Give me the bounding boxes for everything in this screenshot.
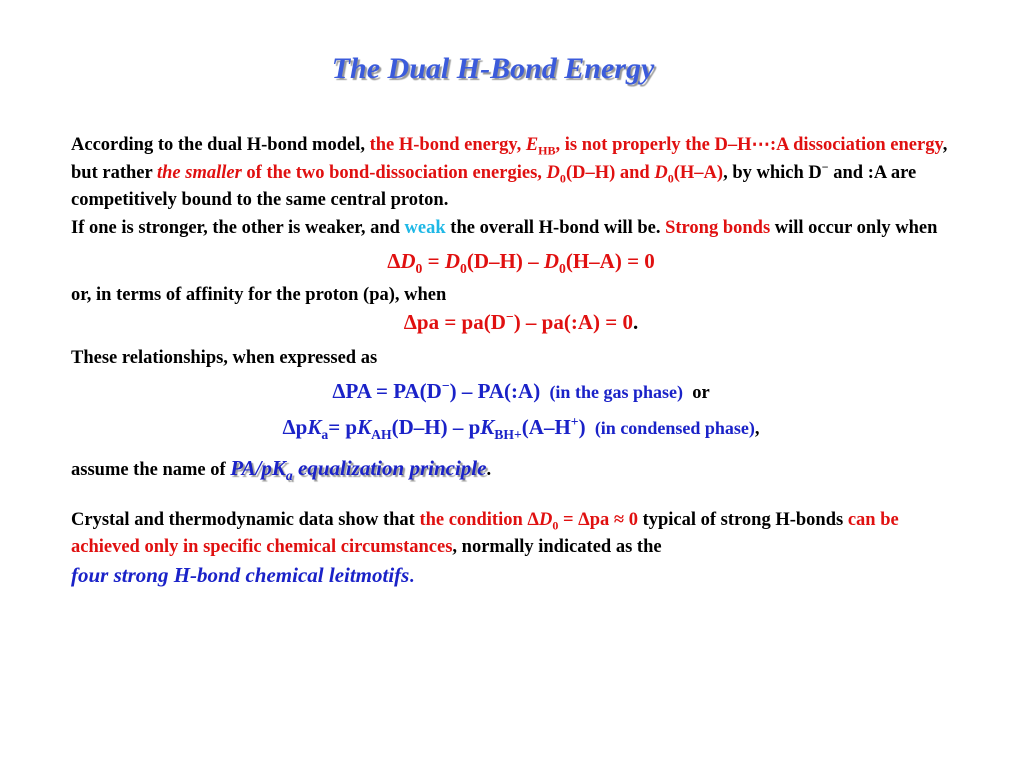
highlight-text	[332, 379, 540, 403]
text: typical of strong H-bonds	[637, 509, 848, 530]
highlight-text	[419, 509, 638, 533]
subscript: 0	[667, 171, 674, 186]
highlight-text: can be achieved only in specific chemical circumstances	[71, 509, 899, 557]
paragraph-dual-model	[71, 132, 971, 215]
subscript: HB	[538, 143, 556, 158]
text: and :A are competitively bound to the same central proton.	[71, 162, 917, 210]
superscript: −	[505, 309, 514, 324]
text: PA/pK	[230, 456, 286, 480]
equation-delta-pKa	[71, 414, 971, 444]
text: (D–H) and	[565, 162, 655, 183]
highlight-text: the smaller	[157, 162, 242, 183]
text: , is not properly the D–H⋯:A dissociation energy	[555, 135, 943, 155]
symbol: Δ	[387, 249, 401, 273]
text: ) – PA(:A)	[449, 379, 541, 403]
text: ,	[754, 418, 760, 439]
text: ) – pa(:A) = 0	[513, 310, 633, 334]
symbol: D	[654, 162, 668, 183]
text: = p	[328, 414, 358, 439]
leitmotifs-line	[71, 562, 971, 592]
text: equalization principle	[292, 456, 487, 480]
text: (D–H) – p	[391, 414, 481, 439]
symbol: K	[480, 414, 495, 439]
text: According to the dual H-bond model,	[71, 135, 370, 155]
principle-name	[230, 456, 487, 484]
subscript: 0	[552, 518, 559, 533]
highlight-text: weak	[404, 217, 446, 238]
paragraph-principle	[71, 455, 971, 485]
phase-note: (in condensed phase)	[594, 417, 755, 438]
equation-delta-d0	[71, 248, 971, 276]
text: the overall H-bond will be.	[445, 217, 666, 238]
text: If one is stronger, the other is weaker, and	[71, 217, 405, 238]
highlight-text: Strong bonds	[665, 217, 771, 238]
text: .	[632, 310, 639, 334]
text: , but rather	[71, 135, 948, 183]
subscript: AH	[371, 426, 392, 442]
text: assume the name of	[71, 460, 231, 480]
equation-delta-pa	[71, 309, 971, 337]
symbol: D	[400, 249, 416, 273]
highlight-text	[282, 413, 586, 442]
symbol: K	[357, 414, 372, 439]
text: will occur only when	[770, 217, 938, 238]
symbol: E	[525, 135, 539, 155]
text: = Δpa ≈ 0	[558, 509, 638, 530]
symbol: D	[543, 249, 560, 273]
text: .	[486, 460, 492, 480]
text: (H–A) = 0	[565, 249, 655, 273]
phase-note: (in the gas phase)	[549, 382, 683, 402]
subscript: 0	[559, 171, 566, 186]
subscript: BH+	[494, 426, 522, 442]
paragraph-crystal-data	[71, 507, 971, 592]
text: (H–A)	[673, 162, 724, 183]
text: )	[578, 414, 586, 439]
subscript: a	[285, 468, 293, 484]
equation-delta-PA	[71, 378, 971, 408]
symbol: K	[307, 414, 322, 439]
text: , normally indicated as the	[452, 537, 662, 557]
symbol: D	[444, 249, 461, 273]
paragraph-relationships: These relationships, when expressed as	[71, 347, 378, 368]
highlight-text	[241, 162, 724, 186]
slide-body	[71, 132, 971, 591]
highlight-text	[404, 310, 633, 334]
highlight-text	[369, 135, 943, 158]
subscript: 0	[415, 261, 423, 277]
text: the condition Δ	[419, 509, 539, 530]
text: of the two bond-dissociation energies,	[241, 162, 547, 183]
superscript: +	[570, 413, 579, 429]
text: , by which D	[723, 162, 822, 183]
subscript: 0	[460, 261, 467, 277]
superscript: −	[441, 378, 450, 393]
superscript: −	[821, 159, 829, 174]
text: Δp	[282, 414, 308, 439]
page-title: The Dual H-Bond Energy	[331, 52, 655, 85]
subscript: 0	[559, 261, 566, 277]
subscript: a	[321, 426, 329, 442]
text: ΔPA = PA(D	[332, 379, 442, 403]
text: or	[692, 383, 710, 403]
text: (D–H) –	[466, 249, 544, 273]
text: the H-bond energy,	[369, 135, 526, 155]
symbol: D	[538, 509, 553, 530]
text: .	[409, 566, 414, 587]
paragraph-affinity: or, in terms of affinity for the proton (pa), when	[71, 284, 447, 305]
text: =	[422, 249, 445, 273]
leitmotifs-text: four strong H-bond chemical leitmotifs	[71, 562, 410, 587]
text: Δpa = pa(D	[403, 310, 506, 334]
paragraph-strong-bonds	[71, 215, 971, 243]
text: Crystal and thermodynamic data show that	[71, 509, 420, 530]
symbol: D	[546, 162, 560, 183]
text: (A–H	[521, 414, 571, 439]
